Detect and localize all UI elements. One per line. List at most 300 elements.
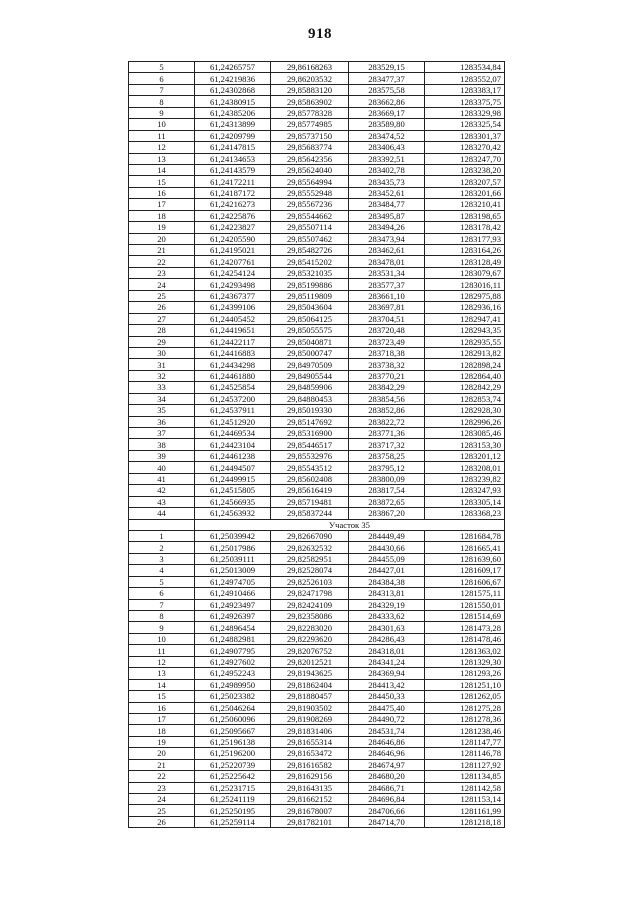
table-row [129, 462, 505, 473]
table-cell: 15 [129, 176, 195, 187]
table-cell: 17 [129, 199, 195, 210]
table-cell: 13 [129, 668, 195, 679]
table-cell: 39 [129, 450, 195, 461]
table-cell: 283718,38 [349, 347, 425, 358]
table-cell: 6 [129, 588, 195, 599]
table-cell: 2 [129, 542, 195, 553]
table-row [129, 633, 505, 644]
table-cell: 1282842,29 [425, 382, 505, 393]
table-cell: 61,24419651 [195, 325, 271, 336]
table-cell: 283575,58 [349, 84, 425, 95]
table-cell: 8 [129, 96, 195, 107]
table-cell: 29,85883120 [271, 84, 349, 95]
table-cell: 61,25231715 [195, 782, 271, 793]
table-cell: 61,24461238 [195, 450, 271, 461]
table-cell: 283435,73 [349, 176, 425, 187]
table-cell: 1 [129, 530, 195, 541]
table-cell: 284341,24 [349, 656, 425, 667]
table-cell: 25 [129, 290, 195, 301]
table-cell: 283661,10 [349, 290, 425, 301]
table-cell: 61,24499915 [195, 473, 271, 484]
table-cell: 29,85507114 [271, 222, 349, 233]
table-cell: 61,24927602 [195, 656, 271, 667]
table-cell: 42 [129, 485, 195, 496]
table-cell: 29,85064125 [271, 313, 349, 324]
table-cell: 29,85837244 [271, 508, 349, 519]
table-cell: 61,25039942 [195, 530, 271, 541]
table-cell: 1281473,28 [425, 622, 505, 633]
table-row [129, 359, 505, 370]
table-row [129, 622, 505, 633]
table-cell: 1283128,49 [425, 256, 505, 267]
table-cell: 29,84905544 [271, 370, 349, 381]
table-cell: 283494,26 [349, 222, 425, 233]
table-cell: 1281575,11 [425, 588, 505, 599]
table-cell: 29,81880457 [271, 691, 349, 702]
table-cell: 6 [129, 73, 195, 84]
table-row [129, 199, 505, 210]
table-cell: 61,24434298 [195, 359, 271, 370]
table-cell: 61,24494507 [195, 462, 271, 473]
table-cell: 283478,01 [349, 256, 425, 267]
table-cell: 283406,43 [349, 142, 425, 153]
table-cell: 29,85119809 [271, 290, 349, 301]
table-cell: 284430,66 [349, 542, 425, 553]
table-cell: 1282975,88 [425, 290, 505, 301]
table-cell: 283477,37 [349, 73, 425, 84]
table-row [129, 84, 505, 95]
table-cell: 1283178,42 [425, 222, 505, 233]
table-cell: 61,24254124 [195, 267, 271, 278]
table-cell: 29,82424109 [271, 599, 349, 610]
table-cell: 29,85774985 [271, 119, 349, 130]
table-cell: 284455,09 [349, 553, 425, 564]
table-cell: 61,24974705 [195, 576, 271, 587]
table-row [129, 805, 505, 816]
table-row [129, 428, 505, 439]
table-row [129, 485, 505, 496]
table-row [129, 794, 505, 805]
table-row [129, 656, 505, 667]
table-cell: 283867,20 [349, 508, 425, 519]
table-cell: 284706,66 [349, 805, 425, 816]
table-row [129, 130, 505, 141]
table-cell: 284413,42 [349, 679, 425, 690]
table-cell: 283402,78 [349, 164, 425, 175]
table-cell: 29,85532976 [271, 450, 349, 461]
table-cell: 284646,96 [349, 748, 425, 759]
table-cell: 1283239,82 [425, 473, 505, 484]
table-cell: 18 [129, 210, 195, 221]
table-cell: 29,81862404 [271, 679, 349, 690]
table-cell: 283817,54 [349, 485, 425, 496]
table-cell: 283872,65 [349, 496, 425, 507]
table-cell: 1281293,26 [425, 668, 505, 679]
table-cell: 1281218,18 [425, 816, 505, 827]
table-cell: 19 [129, 736, 195, 747]
table-cell: 61,24225876 [195, 210, 271, 221]
table-cell: 19 [129, 222, 195, 233]
table-row [129, 576, 505, 587]
table-cell: 284686,71 [349, 782, 425, 793]
table-row [129, 771, 505, 782]
table-cell: 1282928,30 [425, 405, 505, 416]
table-cell: 1283552,07 [425, 73, 505, 84]
table-cell: 7 [129, 84, 195, 95]
table-cell: 1283085,46 [425, 428, 505, 439]
table-cell: 29,85415202 [271, 256, 349, 267]
table-cell: 43 [129, 496, 195, 507]
table-cell: 283771,36 [349, 428, 425, 439]
table-cell: 29,85602408 [271, 473, 349, 484]
table-cell: 283697,81 [349, 302, 425, 313]
table-cell: 4 [129, 565, 195, 576]
table-cell: 283723,49 [349, 336, 425, 347]
table-cell: 29,82012521 [271, 656, 349, 667]
table-row [129, 302, 505, 313]
table-cell: 1283079,67 [425, 267, 505, 278]
table-cell: 1281550,01 [425, 599, 505, 610]
table-cell: 1283177,93 [425, 233, 505, 244]
table-cell: 16 [129, 702, 195, 713]
table-cell: 44 [129, 508, 195, 519]
table-cell: 61,24293498 [195, 279, 271, 290]
table-row [129, 393, 505, 404]
table-cell: 283589,80 [349, 119, 425, 130]
table-row [129, 164, 505, 175]
table-cell: 283717,32 [349, 439, 425, 450]
table-cell: 14 [129, 164, 195, 175]
table-cell: 61,24926397 [195, 611, 271, 622]
table-cell: 29,81678007 [271, 805, 349, 816]
table-cell: 29 [129, 336, 195, 347]
table-cell: 11 [129, 645, 195, 656]
table-cell: 284449,49 [349, 530, 425, 541]
table-cell: 29,85863902 [271, 96, 349, 107]
table-cell: 61,25196138 [195, 736, 271, 747]
table-cell: 16 [129, 187, 195, 198]
table-row [129, 668, 505, 679]
table-cell: 61,24910466 [195, 588, 271, 599]
table-row [129, 565, 505, 576]
table-cell: 29,81643135 [271, 782, 349, 793]
table-cell: 1282864,40 [425, 370, 505, 381]
table-row [129, 119, 505, 130]
table-cell: 1283210,41 [425, 199, 505, 210]
table-row [129, 405, 505, 416]
table-row [129, 370, 505, 381]
table-cell: 61,24380915 [195, 96, 271, 107]
table-cell: 29,81655314 [271, 736, 349, 747]
table-row [129, 176, 505, 187]
table-cell: 29,82528074 [271, 565, 349, 576]
table-cell: 284714,70 [349, 816, 425, 827]
table-cell: 61,24399106 [195, 302, 271, 313]
table-cell: 1282943,35 [425, 325, 505, 336]
table-cell: 284531,74 [349, 725, 425, 736]
table-cell: 61,24563932 [195, 508, 271, 519]
section-row [129, 519, 505, 530]
table-row [129, 508, 505, 519]
table-cell: 29,85624040 [271, 164, 349, 175]
table-cell: 1283238,20 [425, 164, 505, 175]
table-cell: 1283208,01 [425, 462, 505, 473]
table-cell: 10 [129, 633, 195, 644]
table-cell: 17 [129, 713, 195, 724]
table-cell: 61,24512920 [195, 416, 271, 427]
table-cell: 1283325,54 [425, 119, 505, 130]
table-cell: 61,24566935 [195, 496, 271, 507]
table-cell: 29,85642356 [271, 153, 349, 164]
table-cell: 284286,43 [349, 633, 425, 644]
table-row [129, 439, 505, 450]
table-cell: 61,24469534 [195, 428, 271, 439]
table-cell: 284490,72 [349, 713, 425, 724]
table-cell: 283484,77 [349, 199, 425, 210]
table-row [129, 473, 505, 484]
table-cell: 1283534,84 [425, 62, 505, 73]
table-cell: 1281275,28 [425, 702, 505, 713]
table-row [129, 153, 505, 164]
table-cell: 29,85000747 [271, 347, 349, 358]
table-cell: 1282996,26 [425, 416, 505, 427]
table-row [129, 267, 505, 278]
table-cell: 61,25241119 [195, 794, 271, 805]
table-cell: 29,85043604 [271, 302, 349, 313]
table-cell: 61,24209799 [195, 130, 271, 141]
table-cell: 1283198,65 [425, 210, 505, 221]
page-number: 918 [308, 26, 332, 42]
table-cell: 1281606,67 [425, 576, 505, 587]
table-cell: 61,24525854 [195, 382, 271, 393]
table-cell: 283738,32 [349, 359, 425, 370]
table-row [129, 530, 505, 541]
table-cell: 1281134,85 [425, 771, 505, 782]
table-cell: 61,25046264 [195, 702, 271, 713]
table-cell: 61,25060096 [195, 713, 271, 724]
table-cell: 61,24223827 [195, 222, 271, 233]
table-cell: 12 [129, 656, 195, 667]
table-cell: 29,82471798 [271, 588, 349, 599]
table-cell: 14 [129, 679, 195, 690]
table-cell: 283720,48 [349, 325, 425, 336]
table-cell: 29,84970509 [271, 359, 349, 370]
table-cell: 29,82358086 [271, 611, 349, 622]
table-row [129, 691, 505, 702]
table-row [129, 816, 505, 827]
table-cell: 61,24216273 [195, 199, 271, 210]
table-cell: 1281478,46 [425, 633, 505, 644]
table-cell: 284475,40 [349, 702, 425, 713]
table-cell: 32 [129, 370, 195, 381]
table-row [129, 382, 505, 393]
table-cell: 1282913,82 [425, 347, 505, 358]
table-row [129, 62, 505, 73]
table-row [129, 107, 505, 118]
table-cell: 283795,12 [349, 462, 425, 473]
table-cell: 1283201,12 [425, 450, 505, 461]
table-cell: 29,81782101 [271, 816, 349, 827]
table-cell: 61,25039111 [195, 553, 271, 564]
table-cell: 61,25095667 [195, 725, 271, 736]
table-cell: 61,25250195 [195, 805, 271, 816]
table-cell: 29,81908269 [271, 713, 349, 724]
table-cell: 61,25013009 [195, 565, 271, 576]
table-cell: 284696,84 [349, 794, 425, 805]
table-cell: 61,24187172 [195, 187, 271, 198]
table-cell: 1283247,70 [425, 153, 505, 164]
table-cell: 11 [129, 130, 195, 141]
table-cell: 61,24143579 [195, 164, 271, 175]
table-cell: 1282898,24 [425, 359, 505, 370]
table-cell: 283854,56 [349, 393, 425, 404]
table-cell: 8 [129, 611, 195, 622]
table-cell: 9 [129, 107, 195, 118]
table-cell: 1281127,92 [425, 759, 505, 770]
table-cell: 29,85616419 [271, 485, 349, 496]
table-cell: 22 [129, 256, 195, 267]
table-row [129, 73, 505, 84]
table-cell: 29,84859906 [271, 382, 349, 393]
table-cell: 61,25225642 [195, 771, 271, 782]
table-cell: 1283305,14 [425, 496, 505, 507]
table-row [129, 313, 505, 324]
table-cell: 29,85199886 [271, 279, 349, 290]
table-cell: 283842,29 [349, 382, 425, 393]
table-row [129, 645, 505, 656]
table-cell: 21 [129, 245, 195, 256]
table-cell: 29,85507462 [271, 233, 349, 244]
table-cell: 29,85544662 [271, 210, 349, 221]
table-cell: 283392,51 [349, 153, 425, 164]
table-cell: 61,25196200 [195, 748, 271, 759]
table-cell: 29,85683774 [271, 142, 349, 153]
table-row [129, 713, 505, 724]
table-cell: 35 [129, 405, 195, 416]
table-cell: 61,24205590 [195, 233, 271, 244]
table-cell: 61,24385206 [195, 107, 271, 118]
table-cell: 26 [129, 816, 195, 827]
table-cell: 1283270,42 [425, 142, 505, 153]
table-row [129, 416, 505, 427]
table-cell: 29,84880453 [271, 393, 349, 404]
table-cell: 1281251,10 [425, 679, 505, 690]
table-cell: 29,81653472 [271, 748, 349, 759]
table-cell: 283474,52 [349, 130, 425, 141]
table-cell: 61,24952243 [195, 668, 271, 679]
coordinates-table [128, 61, 505, 828]
table-cell: 61,24989950 [195, 679, 271, 690]
table-row [129, 702, 505, 713]
table-cell: 29,85482726 [271, 245, 349, 256]
table-cell: 1281147,77 [425, 736, 505, 747]
table-cell: 23 [129, 267, 195, 278]
table-cell: 10 [129, 119, 195, 130]
table-cell: 61,24219836 [195, 73, 271, 84]
table-cell: 29,85040871 [271, 336, 349, 347]
table-cell: 61,25220739 [195, 759, 271, 770]
table-row [129, 725, 505, 736]
table-cell: 29,85055575 [271, 325, 349, 336]
table-cell: 61,24422117 [195, 336, 271, 347]
table-cell: 61,24207761 [195, 256, 271, 267]
table-cell: 29,86203532 [271, 73, 349, 84]
table-cell: 1283153,30 [425, 439, 505, 450]
table-cell: 1283201,66 [425, 187, 505, 198]
table-cell: 29,81943625 [271, 668, 349, 679]
table-cell: 284313,81 [349, 588, 425, 599]
table-cell: 41 [129, 473, 195, 484]
table-cell: 61,24537200 [195, 393, 271, 404]
table-cell: 1281665,41 [425, 542, 505, 553]
table-cell: 284301,63 [349, 622, 425, 633]
table-cell: 7 [129, 599, 195, 610]
table-cell: 29,85543512 [271, 462, 349, 473]
table-cell: 29,86168263 [271, 62, 349, 73]
table-cell: 1281278,36 [425, 713, 505, 724]
table-cell: 34 [129, 393, 195, 404]
table-cell: 29,85316900 [271, 428, 349, 439]
table-row [129, 290, 505, 301]
table-cell: 37 [129, 428, 195, 439]
table-cell: 284646,86 [349, 736, 425, 747]
table-cell: 61,24537911 [195, 405, 271, 416]
table-row [129, 450, 505, 461]
table-cell: 1282853,74 [425, 393, 505, 404]
table-cell: 29,85552948 [271, 187, 349, 198]
table-cell: 284333,62 [349, 611, 425, 622]
table-cell: 1283329,98 [425, 107, 505, 118]
table-cell: 61,24134653 [195, 153, 271, 164]
table-cell: 29,81903502 [271, 702, 349, 713]
table-cell: 1281142,58 [425, 782, 505, 793]
table-cell: 283770,21 [349, 370, 425, 381]
table-cell: 283704,51 [349, 313, 425, 324]
table-cell: 61,24423104 [195, 439, 271, 450]
table-cell: 29,85737150 [271, 130, 349, 141]
table-cell: 61,24195021 [195, 245, 271, 256]
table-cell: 27 [129, 313, 195, 324]
table-cell: 284450,33 [349, 691, 425, 702]
table-cell: 29,82582951 [271, 553, 349, 564]
table-cell: 20 [129, 748, 195, 759]
table-row [129, 233, 505, 244]
table-row [129, 210, 505, 221]
table-cell: 1281329,30 [425, 656, 505, 667]
table-cell: 283852,86 [349, 405, 425, 416]
table-row [129, 588, 505, 599]
table-row [129, 279, 505, 290]
table-cell: 25 [129, 805, 195, 816]
table-cell: 1281514,69 [425, 611, 505, 622]
table-cell: 1281262,05 [425, 691, 505, 702]
table-row [129, 142, 505, 153]
table-row [129, 96, 505, 107]
table-cell: 29,82526103 [271, 576, 349, 587]
table-cell: 29,81662152 [271, 794, 349, 805]
table-cell: 29,82293620 [271, 633, 349, 644]
table-cell: 33 [129, 382, 195, 393]
table-cell: 5 [129, 62, 195, 73]
table-cell: 38 [129, 439, 195, 450]
table-cell: 1283207,57 [425, 176, 505, 187]
table-cell: 1283368,23 [425, 508, 505, 519]
table-row [129, 599, 505, 610]
table-cell: 29,85778328 [271, 107, 349, 118]
table-cell: 1282947,41 [425, 313, 505, 324]
table-cell: 1281161,99 [425, 805, 505, 816]
table-cell: 1281609,17 [425, 565, 505, 576]
